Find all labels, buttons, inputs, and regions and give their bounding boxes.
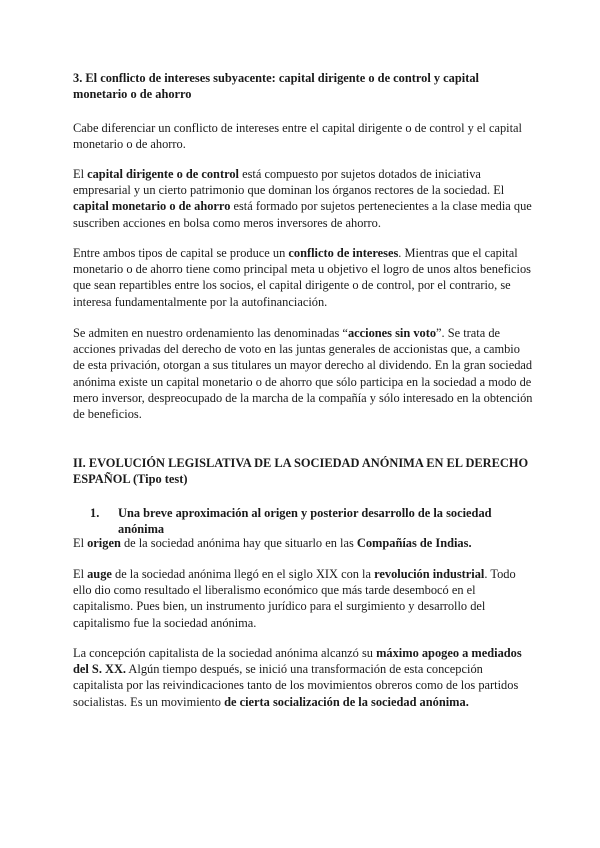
text-run: Se admiten en nuestro ordenamiento las denominadas “	[73, 326, 348, 340]
paragraph	[73, 245, 533, 310]
bold-text: origen	[87, 536, 121, 550]
text-run: . Mientras que el capital monetario o de ahorro tiene como principal meta u objetivo el logro de unos altos beneficios que sean repartibles entre los socios, el capital dirigente o de control, por el contrario, se interesa fundamentalmente por la autofinanciación.	[73, 246, 531, 309]
text-run: de la sociedad anónima llegó en el siglo XIX con la	[111, 567, 375, 581]
bold-text: máximo apogeo a mediados del S. XX.	[73, 646, 522, 677]
bold-text: capital monetario o de ahorro	[73, 199, 231, 214]
text-run: El	[73, 567, 88, 581]
text-run: de la sociedad anónima hay que situarlo en las	[120, 536, 357, 550]
bold-text: revolución industrial	[374, 567, 485, 581]
paragraph: Cabe diferenciar un conflicto de intereses entre el capital dirigente o de control y el capital monetario o de ahorro.	[73, 121, 522, 152]
paragraph	[73, 566, 533, 631]
list-number: 1.	[90, 506, 100, 520]
bold-text: conflicto de intereses	[288, 246, 399, 260]
bold-text: auge	[87, 567, 112, 581]
subsection-title: Una breve aproximación al origen y posterior desarrollo de la sociedad anónima	[118, 506, 492, 536]
section-3-heading: 3. El conflicto de intereses subyacente: capital dirigente o de control y capital monetario o de ahorro	[73, 71, 479, 102]
paragraph	[73, 645, 533, 710]
text-run: La concepción capitalista de la sociedad anónima alcanzó su	[73, 646, 377, 660]
text-run: Entre ambos tipos de capital se produce un	[73, 246, 289, 260]
bold-text: acciones sin voto	[347, 326, 437, 340]
paragraph	[73, 325, 533, 422]
bold-text: Compañías de Indias.	[356, 536, 472, 550]
text-run: El	[73, 536, 88, 550]
section-ii-heading: II. EVOLUCIÓN LEGISLATIVA DE LA SOCIEDAD ANÓNIMA EN EL DERECHO ESPAÑOL (Tipo test)	[73, 456, 529, 487]
text-run: está compuesto por sujetos dotados de iniciativa empresarial y un cierto patrimonio que dominan los órganos rectores de la sociedad. El	[73, 167, 505, 198]
text-run: El	[73, 167, 88, 181]
text-run: ”. Se trata de acciones privadas del derecho de voto en las juntas generales de accionistas que, a cambio de esta privación, otorgan a sus titulares un mayor derecho al dividendo. En la gran sociedad anónima existe un capital monetario o de ahorro que sólo participa en la sociedad a modo de mero inversor, despreocupado de la marcha de la compañía y sólo interesado en la obtención de beneficios.	[73, 326, 533, 422]
bold-text: de cierta socialización de la sociedad anónima.	[224, 694, 469, 709]
bold-text: capital dirigente o de control	[87, 167, 239, 181]
text-run: . Todo ello dio como resultado el liberalismo económico que más tarde desembocó en el capitalismo. Pues bien, un instrumento jurídico para el surgimiento y desarrollo del capitalismo fue la sociedad anónima.	[73, 567, 516, 630]
paragraph	[73, 535, 533, 551]
text-run: Algún tiempo después, se inició una transformación de esta concepción capitalista por las reivindicaciones tanto de los movimientos obreros como de los partidos socialistas. Es un movimiento	[73, 662, 519, 709]
text-run: está formado por sujetos pertenecientes a la clase media que suscriben acciones en bolsa como meros inversores de ahorro.	[73, 199, 532, 230]
paragraph	[73, 166, 533, 231]
